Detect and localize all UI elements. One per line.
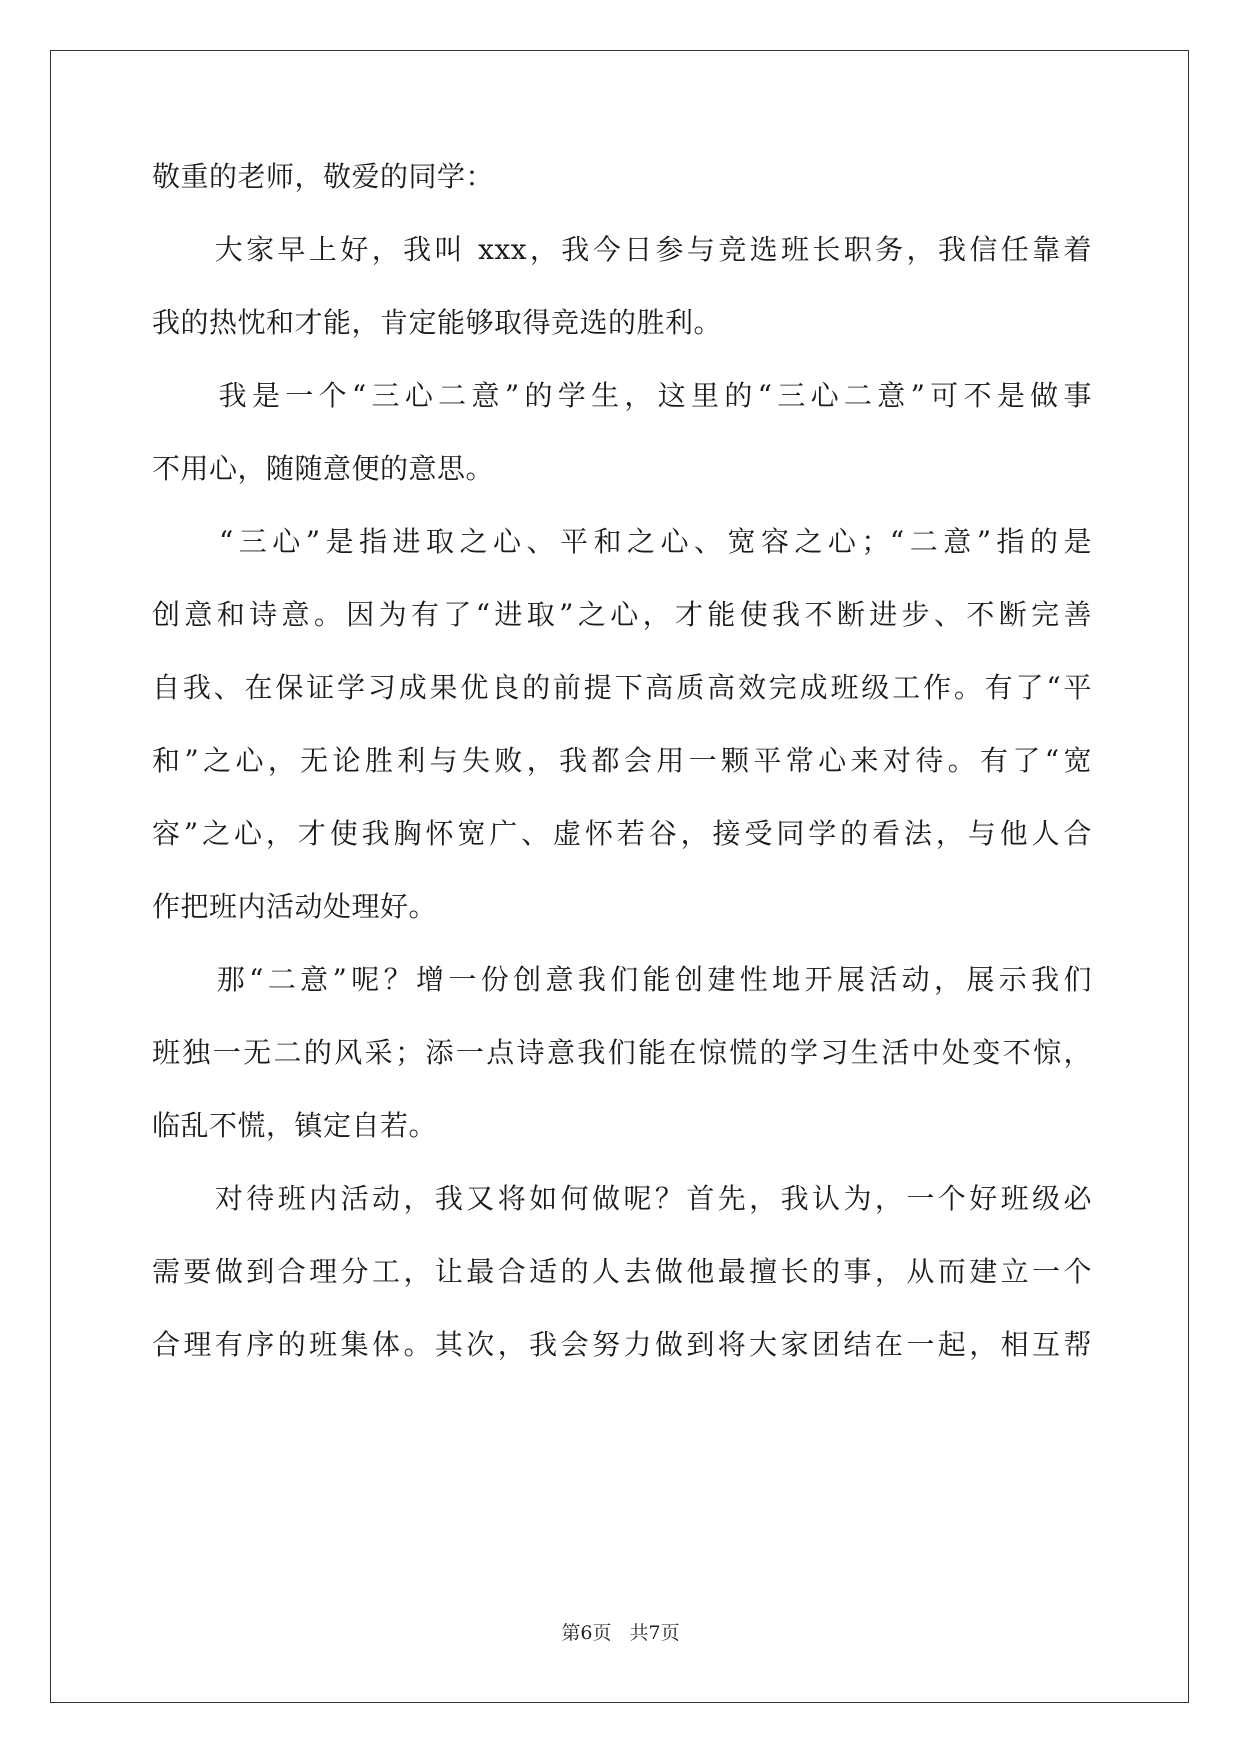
text-line: 班独一无二的风采；添一点诗意我们能在惊慌的学习生活中处变不惊， xyxy=(152,1036,1092,1069)
text-line: 自我、在保证学习成果优良的前提下高质高效完成班级工作。有了“平 xyxy=(152,671,1092,704)
text-line: 我是一个“三心二意”的学生，这里的“三心二意”可不是做事 xyxy=(152,379,1092,412)
text-line: “三心”是指进取之心、平和之心、宽容之心；“二意”指的是 xyxy=(152,525,1092,558)
text-line: 对待班内活动，我又将如何做呢？首先，我认为，一个好班级必 xyxy=(152,1182,1092,1215)
text-line: 我的热忱和才能，肯定能够取得竞选的胜利。 xyxy=(152,306,723,339)
page-footer xyxy=(0,1620,1241,1646)
text-line: 作把班内活动处理好。 xyxy=(152,890,438,923)
text-line: 需要做到合理分工，让最合适的人去做他最擅长的事，从而建立一个 xyxy=(152,1255,1092,1288)
page-number-total: 共7页 xyxy=(629,1622,680,1644)
text-line: 容”之心，才使我胸怀宽广、虚怀若谷，接受同学的看法，与他人合 xyxy=(152,817,1092,850)
text-line: 不用心，随随意便的意思。 xyxy=(152,452,495,485)
text-line: 大家早上好，我叫 xxx，我今日参与竞选班长职务，我信任靠着 xyxy=(152,233,1092,266)
text-line: 合理有序的班集体。其次，我会努力做到将大家团结在一起，相互帮 xyxy=(152,1328,1092,1361)
text-line: 和”之心，无论胜利与失败，我都会用一颗平常心来对待。有了“宽 xyxy=(152,744,1092,777)
text-line: 敬重的老师，敬爱的同学： xyxy=(152,160,495,193)
page-number-current: 第6页 xyxy=(561,1622,612,1644)
text-line: 临乱不慌，镇定自若。 xyxy=(152,1109,438,1142)
text-line: 那“二意”呢？增一份创意我们能创建性地开展活动，展示我们 xyxy=(152,963,1092,996)
page-border xyxy=(50,50,1189,1703)
text-line: 创意和诗意。因为有了“进取”之心，才能使我不断进步、不断完善 xyxy=(152,598,1092,631)
